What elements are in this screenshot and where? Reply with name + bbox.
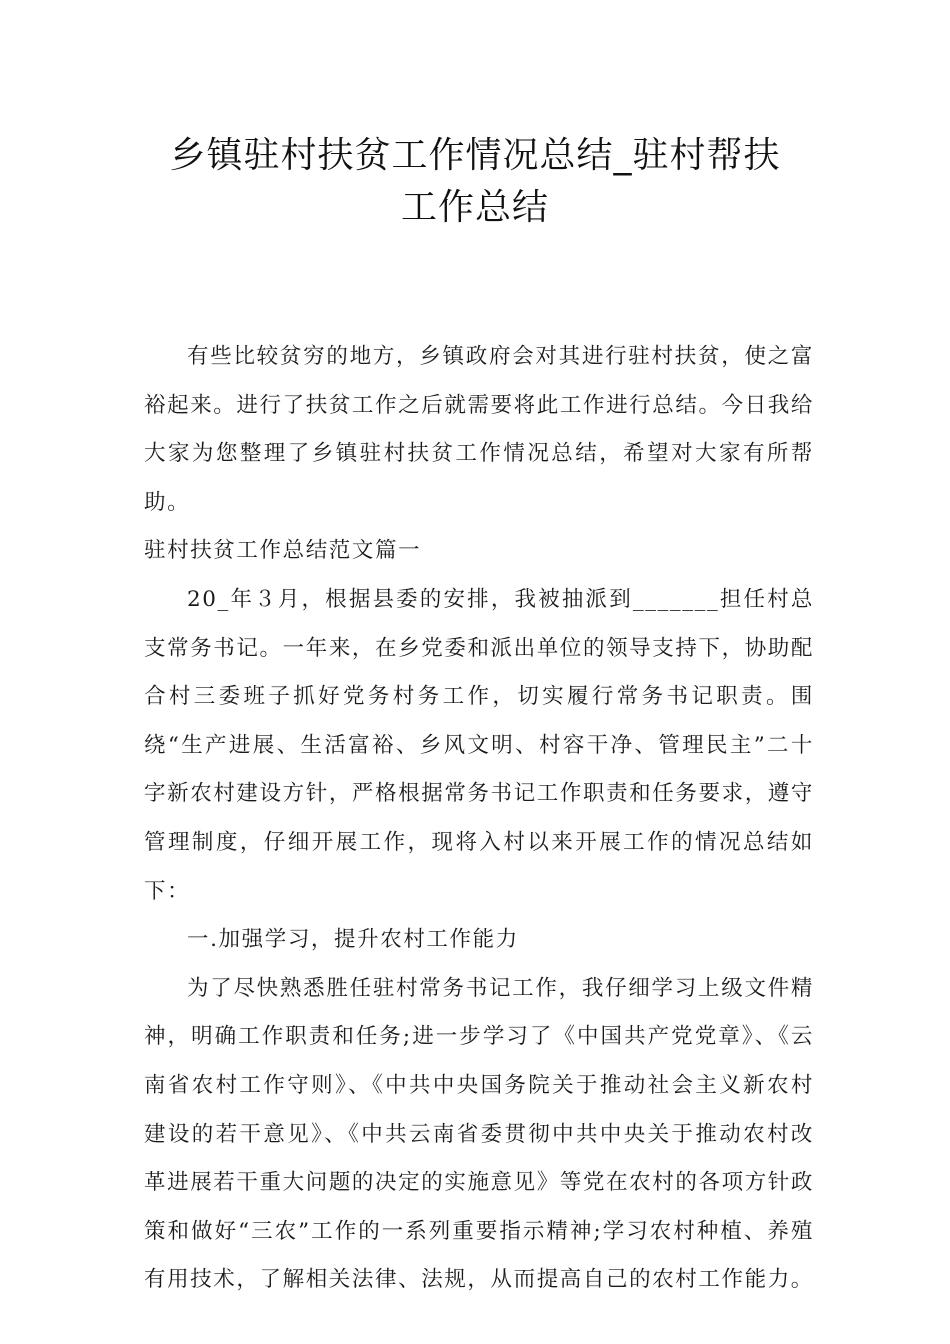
document-title-line-2: 工作总结 <box>400 187 549 228</box>
body-paragraph: 为了尽快熟悉胜任驻村常务书记工作，我仔细学习上级文件精神，明确工作职责和任务;进一步学习了《中国共产党党章》、《云南省农村工作守则》、《中共中央国务院关于推动社会主义新农村建设的若干意见》、《中共云南省委贯彻中共中央关于推动农村改革进展若干重大问题的决定的实施意见》等党在农村的各项方针政策和做好“三农”工作的一系列重要指示精神;学习农村种植、养殖有用技术，了解相关法律、法规，从而提高自己的农村工作能力。 <box>144 975 814 1293</box>
subsection-heading: 一.加强学习，提升农村工作能力 <box>187 927 519 953</box>
body-paragraph: 20_年３月，根据县委的安排，我被抽派到_______担任村总支常务书记。一年来，在乡党委和派出单位的领导支持下，协助配合村三委班子抓好党务村务工作，切实履行常务书记职责。围绕“生产进展、生活富裕、乡风文明、村容干净、管理民主”二十字新农村建设方针，严格根据常务书记工作职责和任务要求，遵守管理制度，仔细开展工作，现将入村以来开展工作的情况总结如下： <box>144 586 814 904</box>
document-title-line-1: 乡镇驻村扶贫工作情况总结_驻村帮扶 <box>169 135 781 176</box>
intro-paragraph: 有些比较贫穷的地方，乡镇政府会对其进行驻村扶贫，使之富裕起来。进行了扶贫工作之后就需要将此工作进行总结。今日我给大家为您整理了乡镇驻村扶贫工作情况总结，希望对大家有所帮助。 <box>144 344 814 515</box>
document-body <box>144 333 814 1305</box>
section-heading: 驻村扶贫工作总结范文篇一 <box>144 538 422 564</box>
